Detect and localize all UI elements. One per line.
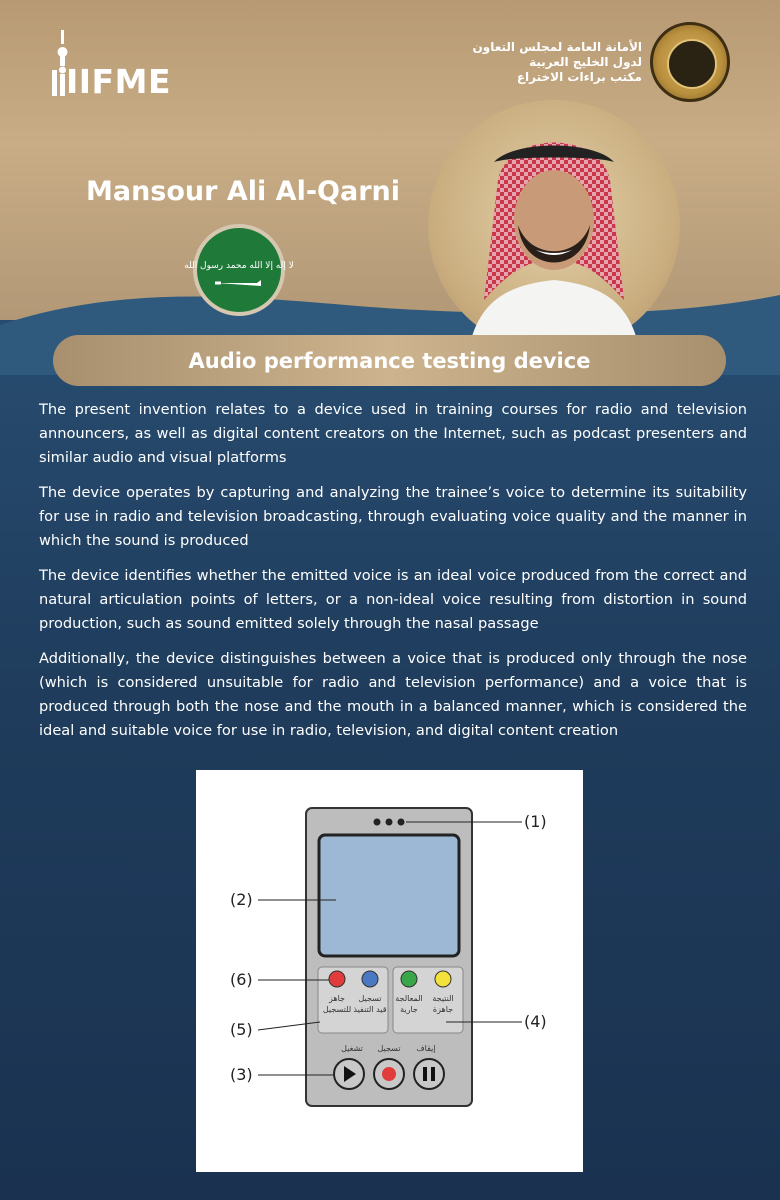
panel-label: تسجيل: [358, 994, 382, 1003]
description-paragraph: The device operates by capturing and analyzing the trainee’s voice to determine its suitability for use in radio and television broadcasting, through evaluating voice quality and the manner in which the sound is produced: [39, 484, 747, 549]
org-line: لدول الخليج العربية: [529, 55, 642, 69]
speaker-dot: [386, 819, 393, 826]
panel-label: جاهزة: [432, 1005, 454, 1014]
result-indicator-yellow: [435, 971, 451, 987]
org-line: مكتب براءات الاختراع: [516, 70, 642, 84]
panel-label: المعالجة: [395, 994, 423, 1003]
org-line: الأمانة العامة لمجلس التعاون: [472, 40, 642, 54]
description-paragraph: The present invention relates to a device used in training courses for radio and television announcers, as well as digital content creators on the Internet, such as podcast presenters and similar audio and visual platforms: [39, 401, 747, 466]
panel-label: جاهز: [328, 994, 346, 1003]
logo-text: IIFME: [66, 62, 171, 101]
panel-label: النتيجة: [432, 994, 454, 1003]
invention-description: [39, 398, 747, 754]
speaker-dot: [374, 819, 381, 826]
pause-icon: [423, 1067, 427, 1081]
device-screen: [319, 835, 459, 956]
record-icon: [382, 1067, 396, 1081]
device-diagram: [196, 770, 583, 1172]
callout-6: (6): [230, 970, 253, 989]
flag-inscription: لا إله إلا الله محمد رسول الله: [184, 261, 294, 271]
description-paragraph: Additionally, the device distinguishes between a voice that is produced only through the nose (which is considered unsuitable for radio and television performance) and a voice that is produced through both the nose and the mouth in a balanced manner, which is considered the ideal and suitable voice for use in radio, television, and digital content creation: [39, 650, 747, 739]
recording-indicator-blue: [362, 971, 378, 987]
button-label: تشغيل: [341, 1044, 363, 1053]
organization-name: [422, 40, 642, 85]
gcc-seal-logo: [650, 22, 730, 102]
panel-label: جارية: [400, 1005, 418, 1014]
callout-4: (4): [524, 1012, 547, 1031]
callout-1: (1): [524, 812, 547, 831]
ready-indicator-red: [329, 971, 345, 987]
callout-3: (3): [230, 1065, 253, 1084]
button-label: تسجيل: [377, 1044, 401, 1053]
description-paragraph: The device identifies whether the emitted voice is an ideal voice produced from the correct and natural articulation points of letters, or a non-ideal voice resulting from distortion in sound production, such as sound emitted solely through the nasal passage: [39, 567, 747, 632]
callout-2: (2): [230, 890, 253, 909]
play-button: [334, 1059, 364, 1089]
record-button: [374, 1059, 404, 1089]
invention-title-bar: [53, 335, 726, 386]
inventor-portrait: [428, 100, 680, 352]
pause-button: [414, 1059, 444, 1089]
button-label: إيقاف: [416, 1044, 436, 1053]
speaker-dot: [398, 819, 405, 826]
panel-label: قيد التنفيذ: [353, 1005, 387, 1014]
saudi-flag-icon: [184, 224, 294, 316]
invention-title: Audio performance testing device: [188, 348, 591, 373]
processing-indicator-green: [401, 971, 417, 987]
inventor-name: Mansour Ali Al-Qarni: [86, 176, 400, 207]
callout-5: (5): [230, 1020, 253, 1039]
panel-label: للتسجيل: [322, 1005, 352, 1014]
